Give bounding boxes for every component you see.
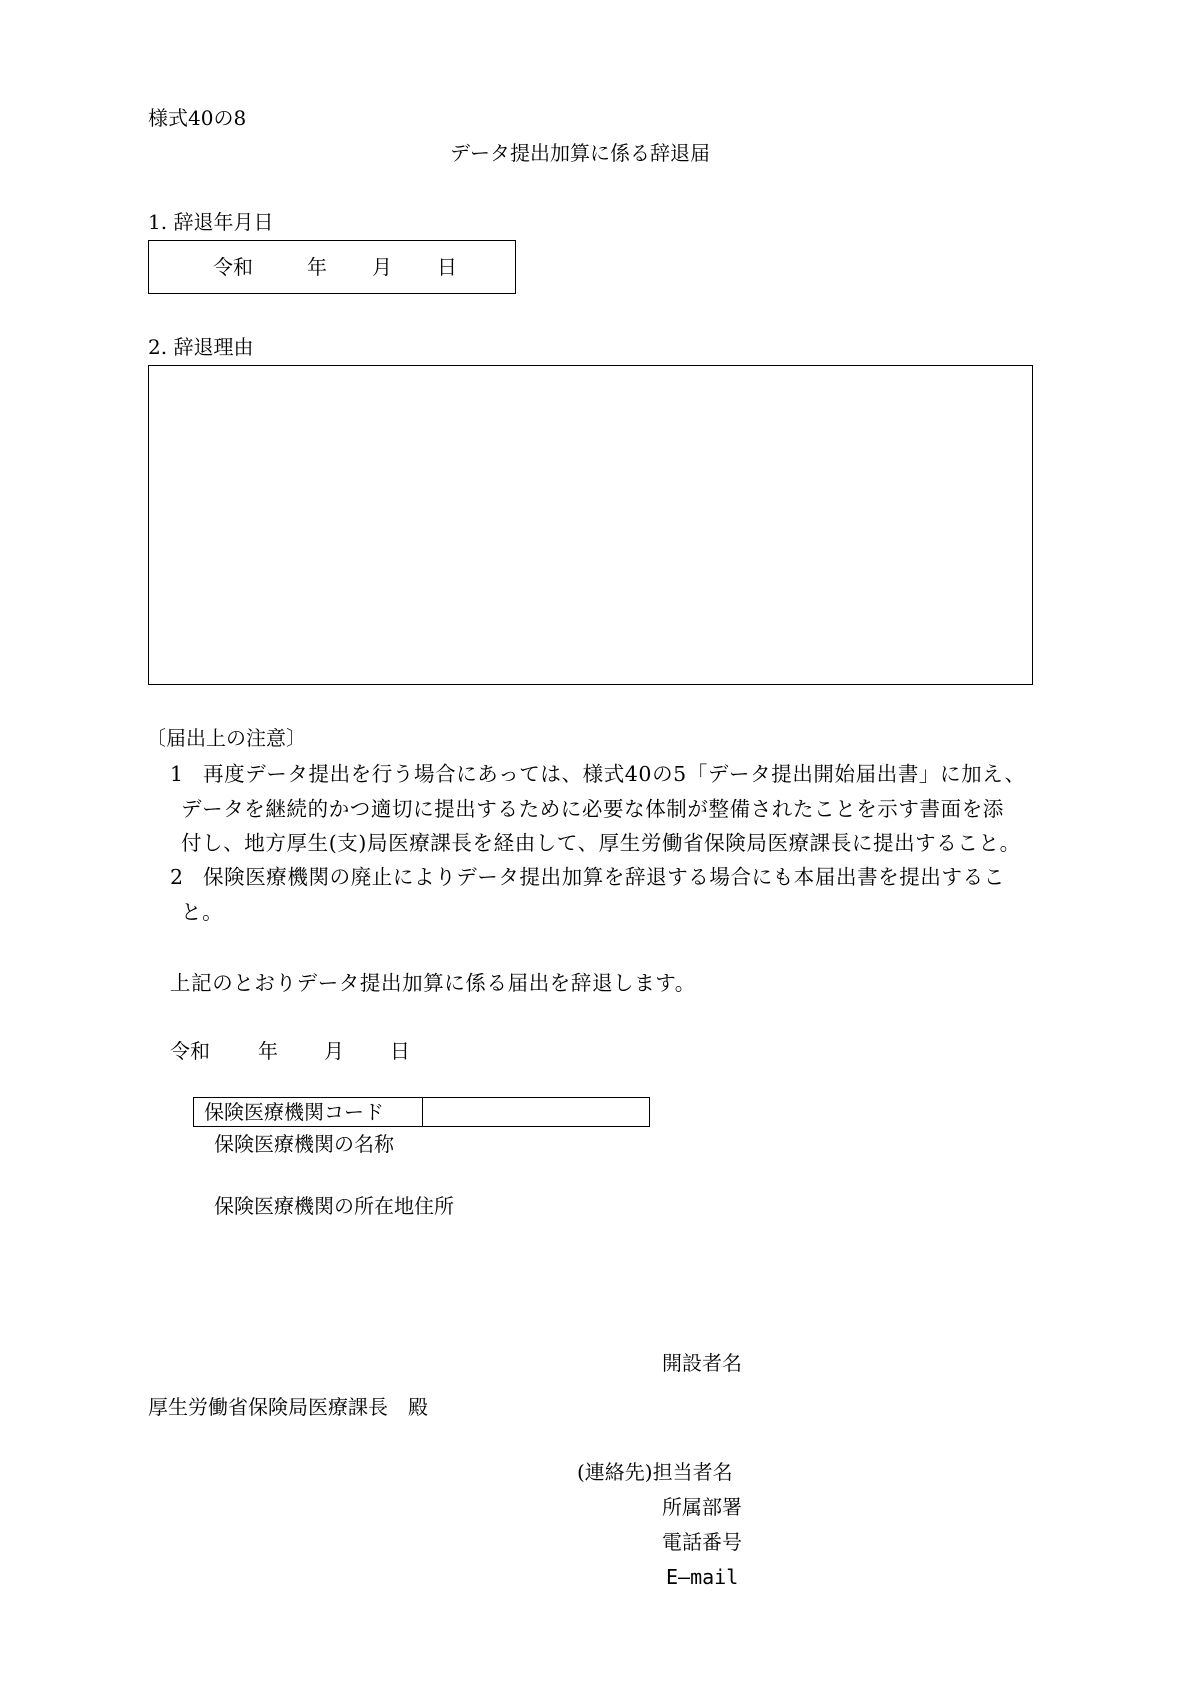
founder-label: 開設者名 — [662, 1351, 742, 1375]
withdrawal-year: 年 — [307, 255, 327, 279]
withdrawal-era: 令和 — [213, 255, 253, 279]
contact-person-label: (連絡先)担当者名 — [577, 1460, 733, 1484]
declaration: 上記のとおりデータ提出加算に係る届出を辞退します。 — [170, 971, 696, 995]
date-month: 月 — [324, 1039, 344, 1063]
date-year: 年 — [258, 1039, 278, 1063]
note1-line: データを継続的かつ適切に提出するために必要な体制が整備されたことを示す書面を添 — [181, 797, 1004, 821]
section2-label: 2. 辞退理由 — [148, 335, 254, 359]
note1-number: 1 — [170, 762, 184, 786]
note2-line: と。 — [181, 900, 224, 924]
table-divider — [422, 1098, 423, 1126]
addressee: 厚生労働省保険局医療課長 殿 — [148, 1395, 428, 1419]
institution-name-label: 保険医療機関の名称 — [214, 1132, 394, 1156]
section1-label: 1. 辞退年月日 — [148, 210, 274, 234]
withdrawal-day: 日 — [437, 255, 457, 279]
withdrawal-reason-box[interactable] — [148, 365, 1033, 685]
institution-code-label: 保険医療機関コード — [204, 1100, 384, 1124]
withdrawal-month: 月 — [372, 255, 392, 279]
withdrawal-date-box[interactable] — [148, 240, 516, 294]
contact-department-label: 所属部署 — [662, 1495, 742, 1519]
institution-address-label: 保険医療機関の所在地住所 — [214, 1194, 454, 1218]
contact-phone-label: 電話番号 — [662, 1530, 742, 1554]
page-title: データ提出加算に係る辞退届 — [450, 141, 710, 165]
notes-heading: 〔届出上の注意〕 — [146, 726, 306, 750]
note2-line: 保険医療機関の廃止によりデータ提出加算を辞退する場合にも本届出書を提出するこ — [203, 865, 1005, 889]
institution-code-table — [193, 1097, 650, 1127]
date-era: 令和 — [170, 1039, 210, 1063]
form-number: 様式40の8 — [148, 106, 247, 130]
date-day: 日 — [390, 1039, 410, 1063]
contact-email-label: E―mail — [666, 1565, 739, 1589]
note1-line: 付し、地方厚生(支)局医療課長を経由して、厚生労働省保険局医療課長に提出すること。 — [181, 831, 1021, 855]
note1-line: 再度データ提出を行う場合にあっては、様式40の5「データ提出開始届出書」に加え、 — [203, 762, 1026, 786]
note2-number: 2 — [170, 865, 184, 889]
institution-code-input[interactable] — [430, 1100, 645, 1124]
